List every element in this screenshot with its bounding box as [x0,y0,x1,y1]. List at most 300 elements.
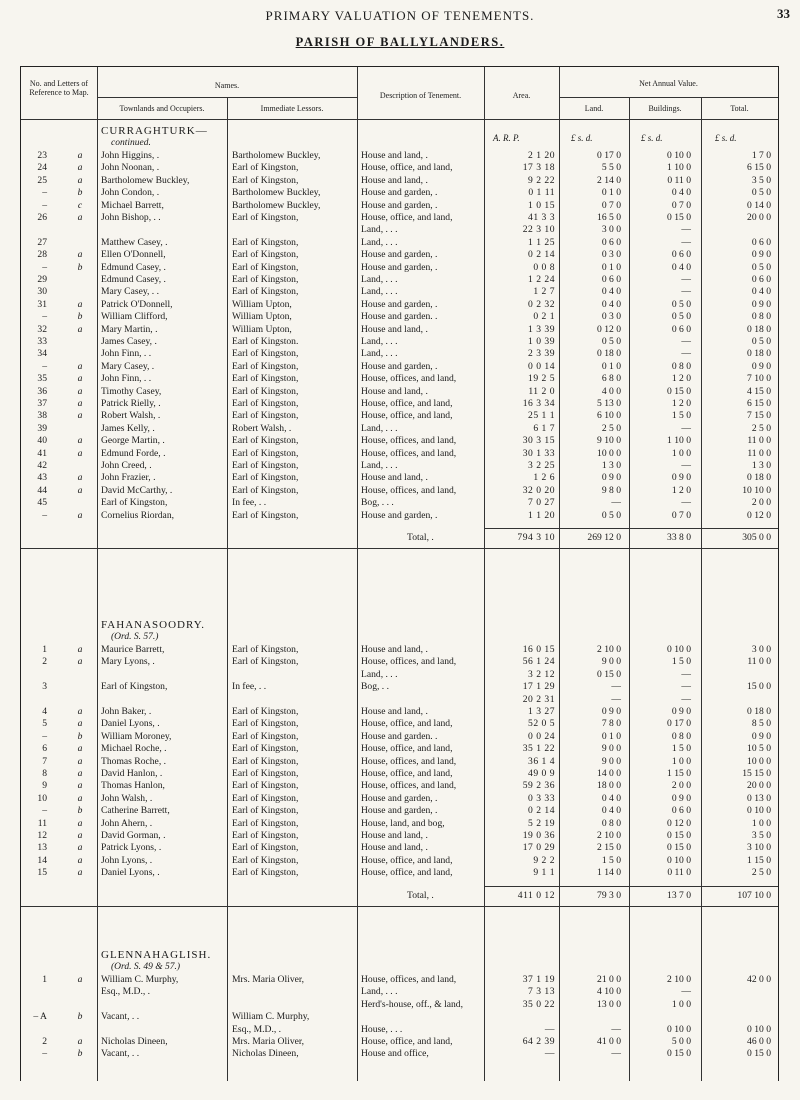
buildings-units: £ s. d. [641,133,663,143]
area: 59 2 36 [522,780,555,792]
map-letter: b [77,1048,83,1060]
total-value: 0 5 0 [751,336,771,347]
map-number: – [42,187,47,199]
map-number: 11 [37,817,47,829]
table-row [21,472,778,484]
buildings-value: 1 10 0 [667,162,691,174]
total-value: 0 13 0 [747,792,771,804]
area: 35 1 22 [522,743,555,755]
occupier: John Bishop, . . [101,212,161,223]
map-letter: a [77,249,83,261]
description: Land, . . . [361,348,398,360]
map-number: 40 [37,435,47,447]
buildings-value: — [681,668,691,680]
description: House and land, . [361,706,428,717]
table-row [21,448,778,460]
lessor: Earl of Kingston, [232,730,299,742]
description: Land, . . . [361,986,398,998]
occupier: Earl of Kingston, [101,497,168,509]
land-value: 0 1 0 [601,261,621,273]
description: House and office, [361,1048,429,1060]
occupier: Mary Casey, . . [101,286,159,298]
area: 9 1 1 [533,867,555,879]
table-row [21,842,778,854]
buildings-value: 0 11 0 [667,867,691,879]
map-number: 42 [37,460,47,471]
total-value: 0 5 0 [751,187,771,199]
map-letter: a [77,755,83,767]
land-value: 6 8 0 [601,373,621,385]
header-ref: No. and Letters of Reference to Map. [29,79,89,97]
valuation-table [20,66,779,1081]
land-value: 16 5 0 [597,212,621,223]
map-letter: a [77,830,83,841]
map-letter: a [77,447,83,459]
table-row [21,361,778,373]
map-number: 25 [37,174,47,186]
buildings-value: 0 15 0 [667,385,691,397]
map-letter: a [77,743,83,755]
occupier: David McCarthy, . [101,484,173,496]
land-value: 6 10 0 [597,410,621,422]
map-number: – [42,311,47,323]
lessor: Earl of Kingston, [232,792,299,804]
buildings-value: 0 9 0 [671,792,691,804]
area: 1 2 24 [528,274,555,285]
map-letter: a [77,718,83,730]
occupier: William Moroney, [101,730,172,742]
area: 1 3 27 [528,706,555,717]
area: 1 3 39 [528,323,555,335]
land-value: 21 0 0 [597,974,621,985]
area: 20 2 31 [522,693,555,705]
description: House and garden. . [361,730,438,742]
description: House and garden, . [361,187,438,199]
map-number: 3 [42,681,47,693]
table-row [21,1011,778,1023]
occupier: William Clifford, [101,311,168,323]
occupier: Edmund Casey, . [101,274,166,285]
buildings-value: 0 10 0 [667,150,691,161]
total-value: 20 0 0 [747,212,771,223]
map-letter: a [77,435,83,447]
map-letter: a [77,817,83,829]
area: 11 2 0 [528,385,555,397]
total-value: 1 15 0 [747,854,771,866]
description: Land, . . . [361,286,398,298]
land-value: — [611,1023,621,1035]
lessor: Earl of Kingston, [232,805,299,817]
land-units: £ s. d. [571,133,593,143]
occupier: Robert Walsh, . [101,410,161,422]
map-number: 2 [42,656,47,668]
map-number: 24 [37,162,47,174]
land-value: 18 0 0 [597,780,621,792]
lessor: Earl of Kingston, [232,385,299,397]
header-occupiers: Townlands and Occupiers. [119,104,205,113]
total-buildings: 33 8 0 [667,532,691,543]
area: 52 0 5 [528,718,555,730]
buildings-value: — [681,336,691,347]
land-value: 14 0 0 [597,768,621,779]
lessor: Earl of Kingston, [232,249,299,261]
table-row [21,780,778,792]
occupier: John Lyons, . [101,854,153,866]
total-value: 15 0 0 [747,681,771,693]
table-row [21,162,778,174]
lessor: William Upton, [232,323,292,335]
total-value: 0 4 0 [751,286,771,298]
lessor: Earl of Kingston, [232,286,299,298]
lessor: Earl of Kingston, [232,460,299,471]
total-value: 0 10 0 [747,1023,771,1035]
map-number: – [42,730,47,742]
map-number: 31 [37,298,47,310]
total-value: 0 18 0 [747,706,771,717]
page-number: 33 [777,6,790,21]
area: 49 0 9 [528,768,555,779]
area: 0 2 14 [528,805,555,817]
area: 2 1 20 [528,150,555,161]
land-value: 0 4 0 [601,286,621,298]
description: House, offices, and land, [361,447,457,459]
table-row [21,718,778,730]
map-letter: a [77,706,83,717]
land-value: 0 1 0 [601,730,621,742]
table-row [21,867,778,879]
area: 36 1 4 [528,755,555,767]
area: 7 3 13 [528,986,555,998]
lessor: William Upton, [232,298,292,310]
map-number: 1 [42,644,47,655]
lessor: Earl of Kingston, [232,509,299,521]
table-row [21,150,778,162]
occupier: Timothy Casey, [101,385,162,397]
total-value: 46 0 0 [747,1036,771,1047]
buildings-value: 1 5 0 [671,656,691,668]
description: House and land, . [361,174,428,186]
land-value: 0 4 0 [601,298,621,310]
area: 30 3 15 [522,435,555,447]
header-total: Total. [730,104,749,113]
map-number: 43 [37,472,47,484]
area: 1 2 6 [533,472,555,484]
lessor: Earl of Kingston, [232,236,299,248]
occupier: Nicholas Dineen, [101,1036,168,1047]
table-row [21,974,778,986]
table-row [21,398,778,410]
total-total: 305 0 0 [742,532,771,543]
land-value: 2 10 0 [597,644,621,655]
map-number: 2 [42,1036,47,1047]
buildings-value: 0 4 0 [671,187,691,199]
lessor: Nicholas Dineen, [232,1048,299,1060]
lessor: Bartholomew Buckley, [232,150,321,161]
total-value: 1 7 0 [751,150,771,161]
table-row [21,435,778,447]
land-value: 2 10 0 [597,830,621,841]
buildings-value: 0 6 0 [671,805,691,817]
land-value: 9 8 0 [601,484,621,496]
description: Land, . . . [361,336,398,347]
area: 64 2 39 [522,1036,555,1047]
map-number: – [42,1048,47,1060]
total-value: 2 0 0 [751,497,771,509]
map-letter: a [77,298,83,310]
land-value: 9 0 0 [601,656,621,668]
total-value: 0 10 0 [747,805,771,817]
land-value: 0 4 0 [601,805,621,817]
total-value: 0 9 0 [751,360,771,372]
area: 1 0 39 [528,336,555,347]
lessor: Earl of Kingston, [232,830,299,841]
map-number: 1 [42,974,47,985]
buildings-value: 5 0 0 [671,1036,691,1047]
land-value: 0 5 0 [601,509,621,521]
occupier: Mary Martin, . [101,323,158,335]
total-value: 0 5 0 [751,261,771,273]
lessor: Earl of Kingston, [232,656,299,668]
description: House, office, and land, [361,867,453,879]
area: 19 2 5 [528,373,555,385]
land-value: 1 3 0 [601,460,621,471]
area: 32 0 20 [522,484,555,496]
map-number: – A [33,1011,47,1023]
area: 0 0 8 [533,261,555,273]
table-row [21,669,778,681]
buildings-value: — [681,348,691,360]
buildings-value: 1 2 0 [671,398,691,409]
total-value: 2 5 0 [751,422,771,434]
table-row [21,756,778,768]
map-letter: a [77,360,83,372]
table-row [21,986,778,998]
lessor: Earl of Kingston, [232,447,299,459]
table-row [21,694,778,706]
map-letter: a [77,780,83,792]
lessor: Earl of Kingston, [232,706,299,717]
table-row [21,262,778,274]
lessor: Earl of Kingston, [232,212,299,223]
buildings-value: — [681,681,691,693]
table-row [21,237,778,249]
description: House and garden, . [361,792,438,804]
lessor: Earl of Kingston. [232,336,299,347]
parish-heading: PARISH OF BALLYLANDERS. [295,35,505,49]
land-value: 1 5 0 [601,854,621,866]
buildings-value: 1 15 0 [667,768,691,779]
table-row [21,681,778,693]
map-letter: a [77,410,83,422]
table-row [21,855,778,867]
area: 0 0 14 [528,360,555,372]
lessor: Robert Walsh, . [232,422,292,434]
map-number: 28 [37,249,47,261]
map-letter: a [77,484,83,496]
occupier: Patrick Lyons, . [101,842,162,854]
area: 3 2 12 [528,668,555,680]
lessor: Bartholomew Buckley, [232,199,321,211]
occupier: Cornelius Riordan, [101,509,175,521]
land-value: 0 18 0 [597,348,621,360]
total-value: 0 14 0 [747,199,771,211]
table-row [21,1036,778,1048]
land-value: 0 6 0 [601,236,621,248]
table-row [21,793,778,805]
description: House and land, . [361,830,428,841]
header-net-annual-value: Net Annual Value. [639,79,698,88]
table-row [21,175,778,187]
description: House and garden, . [361,509,438,521]
lessor: Earl of Kingston, [232,398,299,409]
lessor: Earl of Kingston, [232,755,299,767]
map-letter: b [77,261,83,273]
occupier: Ellen O'Donnell, [101,249,166,261]
map-letter: b [77,311,83,323]
map-letter: b [77,730,83,742]
table-row [21,336,778,348]
lessor: Earl of Kingston, [232,780,299,792]
lessor: Earl of Kingston, [232,261,299,273]
area: 6 1 7 [533,422,555,434]
occupier: James Kelly, . [101,422,155,434]
description: House, office, and land, [361,854,453,866]
total-total: 107 10 0 [737,889,771,901]
description: House, offices, and land, [361,974,457,985]
table-row [21,768,778,780]
lessor: Earl of Kingston, [232,410,299,422]
map-number: 32 [37,323,47,335]
buildings-value: 1 2 0 [671,373,691,385]
lessor: In fee, . . [232,681,267,693]
map-number: – [42,509,47,521]
buildings-value: 0 7 0 [671,199,691,211]
buildings-value: 2 10 0 [667,974,691,985]
occupier: Edmund Forde, . [101,447,166,459]
map-letter: a [77,150,83,161]
map-number: 13 [37,842,47,854]
area: 1 0 15 [528,199,555,211]
lessor: William C. Murphy, [232,1011,310,1023]
total-value: 2 5 0 [751,867,771,879]
area: 0 2 1 [533,311,555,323]
total-value: 11 0 0 [747,447,771,459]
lessor: Earl of Kingston, [232,842,299,854]
total-land: 269 12 0 [587,532,621,543]
buildings-value: — [681,236,691,248]
total-area: 411 0 12 [517,889,555,901]
area: 56 1 24 [522,656,555,668]
land-value: 0 5 0 [601,336,621,347]
land-value: 9 0 0 [601,743,621,755]
map-number: 34 [37,348,47,360]
buildings-value: 1 10 0 [667,435,691,447]
occupier: Mary Casey, . [101,360,155,372]
map-letter: a [77,162,83,174]
buildings-value: 0 8 0 [671,360,691,372]
buildings-value: 2 0 0 [671,780,691,792]
description: Land, . . . [361,236,398,248]
description: House, office, and land, [361,162,453,174]
map-letter: a [77,644,83,655]
lessor: William Upton, [232,311,292,323]
townland-heading: GLENNAHAGLISH. [101,949,212,961]
buildings-value: 1 5 0 [671,743,691,755]
description: House and garden, . [361,261,438,273]
townland-subtitle: (Ord. S. 49 & 57.) [111,962,181,972]
land-value: 0 12 0 [597,323,621,335]
map-number: 4 [42,706,47,717]
map-letter: a [77,854,83,866]
buildings-value: 0 11 0 [667,174,691,186]
lessor: Earl of Kingston, [232,817,299,829]
table-row [21,274,778,286]
area: 2 3 39 [528,348,555,360]
map-number: 33 [37,336,47,347]
land-value: 4 10 0 [597,986,621,998]
land-value: 3 0 0 [601,224,621,236]
occupier: Earl of Kingston, [101,681,168,693]
occupier: James Casey, . [101,336,157,347]
total-value: 0 9 0 [751,730,771,742]
table-row [21,706,778,718]
land-value: 0 9 0 [601,472,621,484]
total-value: 0 6 0 [751,274,771,285]
land-value: 0 7 0 [601,199,621,211]
total-label: Total, . [407,889,434,901]
total-value: 0 6 0 [751,236,771,248]
total-value: 11 0 0 [747,435,771,447]
buildings-value: — [681,986,691,998]
land-value: 0 8 0 [601,817,621,829]
description: House and garden. . [361,311,438,323]
description: House and land, . [361,842,428,854]
area: 22 3 10 [522,224,555,236]
description: Bog, . . . [361,497,394,509]
area: 9 2 22 [528,174,555,186]
land-value: 0 15 0 [597,668,621,680]
map-number: 37 [37,398,47,409]
occupier: Michael Roche, . [101,743,167,755]
map-letter: a [77,373,83,385]
table-row [21,311,778,323]
area: 16 3 34 [522,398,555,409]
table-row [21,286,778,298]
land-value: 9 10 0 [597,435,621,447]
total-land: 79 3 0 [597,889,621,901]
table-row [21,510,778,522]
area: 41 3 3 [528,212,555,223]
buildings-value: — [681,422,691,434]
description: Land, . . . [361,668,398,680]
description: Land, . . . [361,422,398,434]
description: House and garden, . [361,199,438,211]
area: 1 2 7 [533,286,555,298]
map-letter: a [77,398,83,409]
land-value: 13 0 0 [597,998,621,1010]
description: House and land, . [361,323,428,335]
occupier: Mary Lyons, . [101,656,155,668]
description: House, office, and land, [361,398,453,409]
occupier: John Frazier, . [101,472,156,484]
occupier: Catherine Barrett, [101,805,170,817]
table-row [21,386,778,398]
occupier: Patrick O'Donnell, [101,298,173,310]
occupier: Daniel Lyons, . [101,867,160,879]
total-value: 3 0 0 [751,644,771,655]
map-number: 27 [37,236,47,248]
area: 0 2 14 [528,249,555,261]
